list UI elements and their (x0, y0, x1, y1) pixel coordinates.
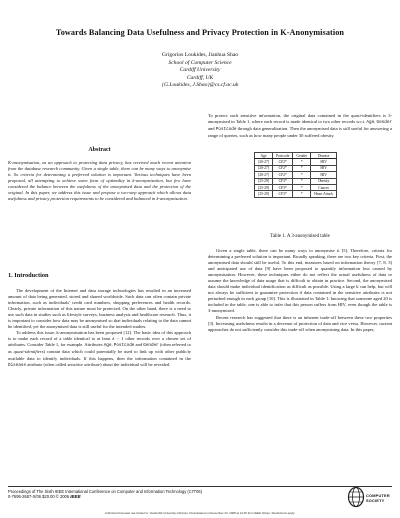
table-header-cell: Disease (311, 153, 337, 159)
license-notice: Authorized licensed use limited to: Vanderbilt University Libraries. Downloaded on December 23, 2008 at 14:00 from IEEE Xplore. Restrictions apply. (104, 511, 296, 515)
computer-society-logo (347, 484, 392, 510)
right-paragraph-1: To protect such sensitive information, the original data contained in the quasi-identifiers is 3-anonymised in Table 1, where each record is made identical to two other records w.r.t. Age, Gender and Postcode through data generalisation. Then the anonymised data is still useful for answering a range of queries, such as how many people under 30 suffered obesity. (208, 113, 392, 139)
paper-title: Towards Balancing Data Usefulness and Privacy Protection in K-Anonymisation (55, 28, 345, 37)
table-cell: CF3* (273, 184, 293, 190)
anonymised-table (254, 152, 337, 198)
table-header-cell: Age (255, 153, 273, 159)
table-cell: * (293, 184, 311, 190)
table-cell: * (293, 159, 311, 165)
table-cell: * (293, 172, 311, 178)
table-cell: [20-27] (255, 159, 273, 165)
table-caption: Table 1. A 3-anonymised table (270, 234, 330, 239)
table-cell: CF3* (273, 178, 293, 184)
computer-society-emblem-icon (347, 486, 365, 508)
abstract-text (8, 160, 191, 202)
table-cell: Heart Attack (311, 191, 337, 197)
isbn-line: 0-7695-2687-X/06 $20.00 © 2006 IEEE (8, 494, 81, 500)
table-cell: HIV (311, 159, 337, 165)
proceedings-line: Proceedings of The Sixth IEEE International Conference on Computer and Information Technology (CIT'06) (8, 489, 203, 494)
table-cell: CF2* (273, 172, 293, 178)
introduction-text (8, 288, 191, 369)
abstract-heading: Abstract (88, 147, 111, 153)
table-cell: [25-29] (255, 178, 273, 184)
table-cell: HIV (311, 172, 337, 178)
abstract-paragraph: K-anonymisation, as an approach to protecting data privacy, has received much recent attention from the database research community. Given a single table, there can be many ways to anonymise it. So criteria for determining a preferred solution is important. Various techniques have been proposed, all attempting to achieve some form of optimality in k-anonymisation, but few have considered the balance between the usefulness of the anonymised data and the protection of the original. In this paper, we address this issue and propose a two-step approach which allows data usefulness and privacy protection requirements to be considered and balanced in k-anonymisation. (8, 160, 191, 202)
table-cell: [25-29] (255, 191, 273, 197)
table-cell: * (293, 191, 311, 197)
proceedings-footer (8, 489, 202, 499)
table-cell: [20-27] (255, 172, 273, 178)
table-cell: CF2* (273, 159, 293, 165)
author-email: {G.Loukides, J.Shao}@cs.cf.ac.uk (161, 82, 239, 89)
right-column-body-text (208, 248, 392, 333)
footer-divider (8, 486, 392, 487)
right-column-intro-text (208, 113, 392, 139)
table-cell: Obesity (311, 178, 337, 184)
author-department: School of Computer Science (168, 59, 232, 66)
table-header-cell: Postcode (273, 153, 293, 159)
table-header-cell: Gender (293, 153, 311, 159)
intro-paragraph-2: To address this issue, k-anonymisation has been proposed [12]. The basic idea of this approach is to make each record of a table identical to at least k − 1 other records over a chosen set of attributes. Consider Table 1, for example. Attributes Age, Postcode and Gender (often referred to as quasi-identifiers) contain data which could potentially be used to link up with other publicly available data to identify individuals. If this happens, then the information contained in the Disease attribute (often called sensitive attribute) about the individual will be revealed. (8, 330, 191, 368)
table-row (255, 191, 337, 197)
ieee-mark: IEEE (70, 494, 81, 500)
table-cell: [25-29] (255, 184, 273, 190)
right-paragraph-2: Given a single table, there can be many ways to anonymise it [5]. Therefore, criteria for determining a preferred solution is important. Broadly speaking, there are two key criteria. First, the anonymised data should still be useful. To this end, measures based on information theory [7, 8, 3] and anticipated use of data [9] have been proposed to quantify information loss caused by anonymisation. However, these techniques either do not reflect the actual usefulness of data or assume the knowledge of data usage that is difficult to obtain in practice. Second, the anonymised data should make individual identification as difficult as possible. Using a large k can help, but will not always be sufficient to guarantee protection if data contained in the sensitive attributes is not perturbed enough in each group [10]. This is illustrated in Table 1: knowing that someone aged 20 is included in the table, one is able to infer that this person suffers from HIV, even though the table is 3-anonymised. (208, 248, 392, 314)
section-heading-introduction: 1. Introduction (8, 272, 49, 279)
author-city: Cardiff, UK (186, 74, 214, 81)
table-cell: HIV (311, 165, 337, 171)
logo-text-computer: COMPUTER (366, 493, 390, 498)
table-cell: [20-27] (255, 165, 273, 171)
author-university: Cardiff University (179, 67, 221, 74)
table-cell: * (293, 178, 311, 184)
author-names: Grigorios Loukides, Jianhua Shao (161, 52, 239, 58)
table-cell: * (293, 165, 311, 171)
table-cell: CF2* (273, 165, 293, 171)
logo-text-society: SOCIETY (366, 498, 385, 503)
right-paragraph-3: Recent research has suggested that there is an inherent trade-off between these two properties [3]. Increasing usefulness results in a decrease of protection of data and vice versa. However, current approaches do not sufficiently consider this trade-off when anonymising data. In this paper, (208, 314, 392, 332)
table-cell: CF3* (273, 191, 293, 197)
intro-paragraph-1: The development of the Internet and data storage technologies has resulted in an increased amount of data being generated, stored and shared worldwide. Such data can often contain private information, such as individuals' credit card numbers, shopping preferences and health records. Clearly, private information of this nature must be protected. On the other hand, there is a need to use such data in studies such as lifestyle surveys, business analysis and healthcare research. Thus, it is important to consider how data may be anonymised so that individuals relating to the data cannot be identified, yet the anonymised data is still useful for the intended studies. (8, 288, 191, 330)
author-block (100, 52, 300, 90)
table-cell: Cancer (311, 184, 337, 190)
